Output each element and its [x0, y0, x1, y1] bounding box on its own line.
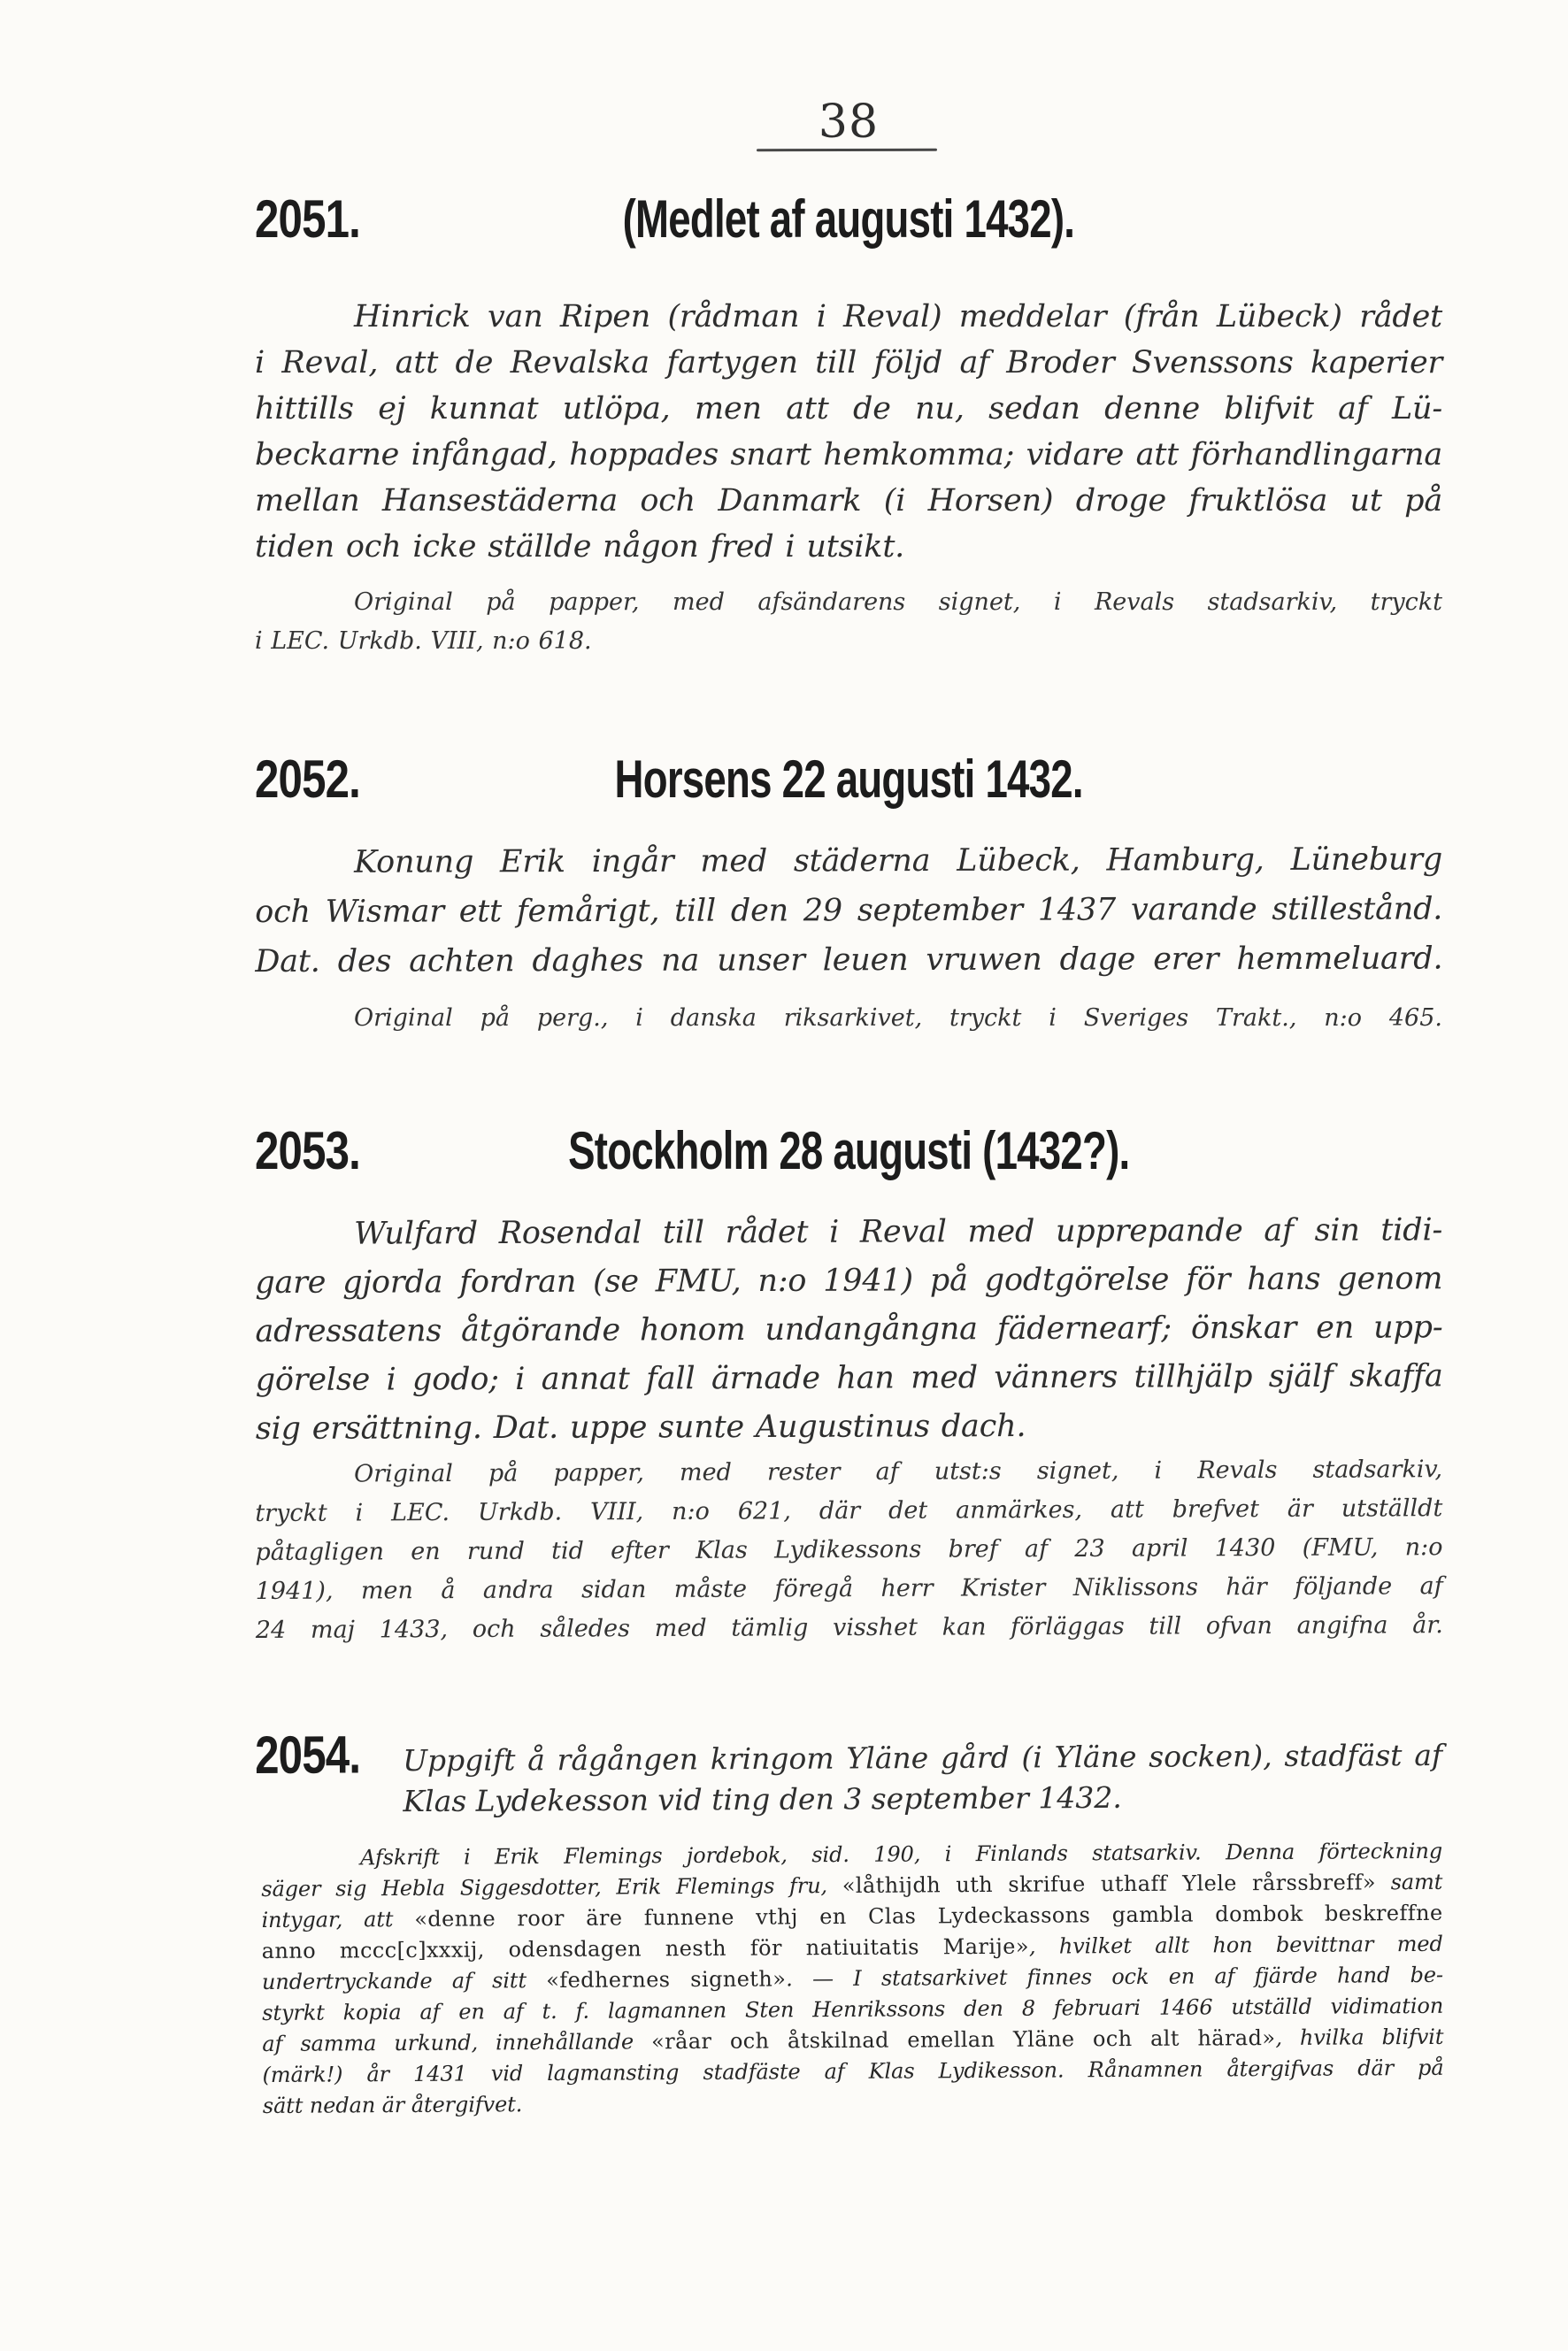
entry-2053-heading-row	[255, 1121, 1442, 1180]
fine-print-line: af samma urkund, innehållande «råar och åtskilnad emellan Yläne och alt härad», hvilka blifvit	[262, 2024, 1444, 2056]
quoted-source-text: «låthijdh uth skrifue uthaff Ylele rårssbreff»	[842, 1870, 1376, 1898]
page-number: 38	[818, 96, 880, 149]
entry-2054-heading	[403, 1735, 1442, 1822]
source-line: Original på papper, med rester af utst:s signet, i Revals stadsarkiv,	[354, 1456, 1443, 1488]
entry-2051-source-note	[255, 583, 1442, 661]
body-line: tiden och icke ställde någon fred i utsikt.	[255, 529, 905, 565]
source-line: 1941), men å andra sidan måste föregå herr Krister Niklissons här följande af	[255, 1572, 1443, 1605]
fine-print-line: anno mccc[c]xxxij, odensdagen nesth för natiuitatis Marije», hvilket allt hon bevittnar med	[261, 1931, 1443, 1963]
entry-2051-heading-text: (Medlet af augusti 1432).	[622, 189, 1075, 249]
source-line: i LEC. Urkdb. VIII, n:o 618.	[255, 627, 592, 655]
body-line: gare gjorda fordran (se FMU, n:o 1941) på godtgörelse för hans genom	[255, 1261, 1443, 1301]
page-number-rule	[757, 149, 937, 152]
entry-2052-heading	[255, 749, 1442, 809]
entry-2052-number: 2052.	[255, 749, 361, 809]
entry-2054-commentary	[261, 1836, 1444, 2122]
entry-2053-number: 2053.	[255, 1121, 361, 1180]
body-line: mellan Hansestäderna och Danmark (i Horsen) droge fruktlösa ut på	[255, 483, 1442, 519]
fine-print-line: (märk!) år 1431 vid lagmansting stadfäste af Klas Lydikesson. Rånamnen återgifvas där på	[262, 2055, 1444, 2087]
body-line: Konung Erik ingår med städerna Lübeck, Hamburg, Lüneburg	[354, 841, 1443, 880]
fine-print-line: sätt nedan är återgifvet.	[262, 2092, 523, 2118]
fine-print-line: styrkt kopia af en af t. f. lagmannen Sten Henrikssons den 8 februari 1466 utställd vidimation	[262, 1993, 1444, 2025]
quoted-source-text: anno mccc[c]xxxij, odensdagen nesth för natiuitatis Marije»	[261, 1933, 1030, 1963]
body-line: adressatens åtgörande honom undangångna fädernearf; önskar en upp-	[255, 1310, 1443, 1349]
source-line: tryckt i LEC. Urkdb. VIII, n:o 621, där det anmärkes, att brefvet är utställdt	[255, 1494, 1443, 1527]
entry-2051-number: 2051.	[255, 189, 361, 249]
source-line: Original på papper, med afsändarens signet, i Revals stadsarkiv, tryckt	[354, 588, 1442, 616]
entry-2052-heading-row	[255, 749, 1442, 809]
body-line: hittills ej kunnat utlöpa, men att de nu, sedan denne blifvit af Lü-	[255, 391, 1442, 426]
body-line: och Wismar ett femårigt, till den 29 september 1437 varande stillestånd.	[255, 891, 1443, 930]
body-line: görelse i godo; i annat fall ärnade han med vänners tillhjälp själf skaffa	[255, 1358, 1443, 1398]
entry-2051-body	[255, 294, 1442, 570]
entry-2053-source-note	[255, 1450, 1443, 1650]
entry-2052-heading-text: Horsens 22 augusti 1432.	[614, 749, 1083, 809]
entry-2051-heading-row	[255, 189, 1442, 249]
quoted-source-text: «fedhernes signeth»	[546, 1966, 787, 1994]
entry-2053-body	[255, 1206, 1443, 1454]
fine-print-line: säger sig Hebla Siggesdotter, Erik Flemings fru, «låthijdh uth skrifue uthaff Ylele rårssbreff» samt	[261, 1869, 1443, 1902]
entry-2051-heading	[255, 189, 1442, 249]
body-line: i Reval, att de Revalska fartygen till följd af Broder Svenssons kaperier	[255, 345, 1442, 380]
fine-print-line: undertryckande af sitt «fedhernes signeth». — I statsarkivet finnes ock en af fjärde hand be-	[261, 1962, 1444, 1994]
body-line: sig ersättning. Dat. uppe sunte Augustinus dach.	[255, 1408, 1026, 1447]
entry-2054-heading-row	[255, 1723, 1443, 1823]
source-line: Original på perg., i danska riksarkivet, tryckt i Sveriges Trakt., n:o 465.	[354, 1004, 1442, 1032]
entry-2053-heading-text: Stockholm 28 augusti (1432?).	[567, 1121, 1130, 1180]
body-line: Dat. des achten daghes na unser leuen vruwen dage erer hemmeluard.	[255, 941, 1443, 980]
entry-2054-number: 2054.	[254, 1725, 361, 1785]
body-line: Hinrick van Ripen (rådman i Reval) meddelar (från Lübeck) rådet	[354, 299, 1442, 334]
body-line: Wulfard Rosendal till rådet i Reval med upprepande af sin tidi-	[354, 1212, 1443, 1252]
source-line: 24 maj 1433, och således med tämlig visshet kan förläggas till ofvan angifna år.	[255, 1611, 1443, 1644]
body-line: beckarne infångad, hoppades snart hemkomma; vidare att förhandlingarna	[255, 437, 1442, 473]
heading-line: Uppgift å rågången kringom Yläne gård (i Yläne socken), stadfäst af	[403, 1737, 1443, 1779]
source-line: påtagligen en rund tid efter Klas Lydikessons bref af 23 april 1430 (FMU, n:o	[255, 1533, 1443, 1566]
quoted-source-text: «denne roor äre funnene vthj en Clas Lydeckassons gambla dombok beskreffne	[414, 1900, 1443, 1932]
heading-line: Klas Lydekesson vid ting den 3 september 1432.	[403, 1779, 1122, 1819]
fine-print-line: intygar, att «denne roor äre funnene vthj en Clas Lydeckassons gambla dombok beskreffne	[261, 1900, 1443, 1932]
entry-2052-source-note	[255, 999, 1442, 1038]
entry-2052-body	[255, 834, 1442, 987]
entry-2053-heading	[255, 1121, 1442, 1180]
quoted-source-text: «råar och åtskilnad emellan Yläne och alt härad»	[651, 2025, 1276, 2055]
fine-print-line: Afskrift i Erik Flemings jordebok, sid. 190, i Finlands statsarkiv. Denna förteckning	[360, 1838, 1443, 1871]
